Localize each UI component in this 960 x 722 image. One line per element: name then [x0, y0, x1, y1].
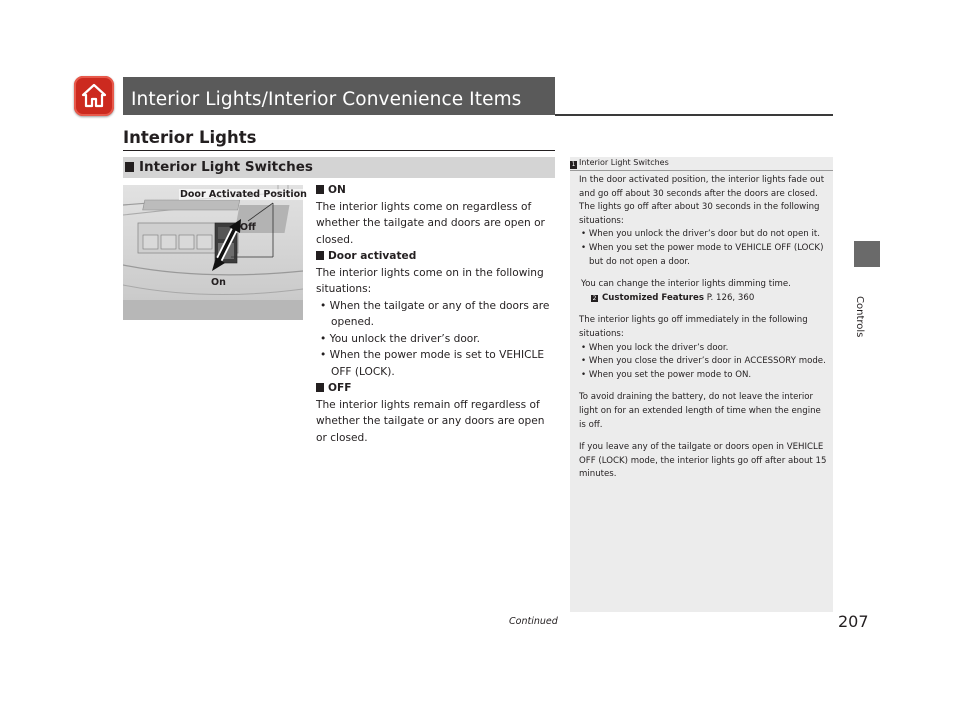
square-bullet-icon: [125, 162, 134, 172]
note-paragraph: If you leave any of the tailgate or doors open in VEHICLE OFF (LOCK) mode, the interior lights go off after about 15 minutes.: [579, 442, 827, 480]
on-label: On: [211, 277, 226, 288]
chapter-title-bar: [123, 77, 555, 115]
door-activated-heading: Door activated: [316, 248, 556, 265]
page-number: 207: [838, 612, 869, 631]
page-title: Interior Lights/Interior Convenience Items: [131, 89, 522, 110]
chapter-tab-label[interactable]: Controls: [854, 296, 865, 338]
reference-arrow-icon: 2: [592, 294, 597, 302]
off-label: Off: [240, 222, 256, 233]
list-item: • When the tailgate or any of the doors are opened.: [320, 299, 550, 328]
section-divider: [123, 150, 555, 151]
door-activated-label: Door Activated Position: [180, 189, 307, 200]
list-item: • When you set the power mode to VEHICLE OFF (LOCK) but do not open a door.: [581, 242, 824, 267]
home-button[interactable]: [74, 76, 114, 116]
list-item: • When you unlock the driver’s door but do not open it.: [581, 229, 820, 240]
list-item: • You unlock the driver’s door.: [320, 332, 481, 345]
note-marker-icon: 1: [571, 161, 576, 168]
section-title: Interior Lights: [123, 128, 257, 147]
note-paragraph: You can change the interior lights dimming time.: [581, 279, 791, 290]
list-item: • When you set the power mode to ON.: [581, 369, 752, 380]
title-divider: [555, 114, 833, 116]
home-icon: [80, 82, 108, 110]
list-item: • When the power mode is set to VEHICLE OFF (LOCK).: [320, 349, 545, 378]
list-item: • When you close the driver’s door in ACCESSORY mode.: [581, 356, 826, 367]
chapter-tab[interactable]: [854, 241, 880, 267]
on-heading: ON: [316, 182, 556, 199]
list-item: • When you lock the driver’s door.: [581, 342, 729, 353]
door-activated-text: The interior lights come on in the following situations:: [316, 266, 544, 295]
customized-features-link[interactable]: 2 Customized Features P. 126, 360: [592, 292, 755, 303]
note-title: 1 Interior Light Switches: [571, 158, 669, 168]
note-paragraph: The interior lights go off immediately in the following situations:: [579, 315, 808, 339]
main-body: [316, 182, 556, 446]
subsection-title: Interior Light Switches: [139, 159, 313, 175]
off-text: The interior lights remain off regardless of whether the tailgate or any doors are open or closed.: [316, 398, 545, 444]
off-heading: OFF: [316, 380, 556, 397]
note-body: [579, 174, 827, 482]
note-divider: [570, 170, 833, 171]
overhead-console-photo: [123, 185, 303, 320]
note-paragraph: To avoid draining the battery, do not leave the interior light on for an extended length of time when the engine is off.: [579, 392, 821, 430]
subsection-bar: [123, 157, 555, 178]
note-paragraph: The lights go off after about 30 seconds in the following situations:: [579, 202, 820, 226]
on-text: The interior lights come on regardless of whether the tailgate and doors are open or closed.: [316, 200, 545, 246]
note-paragraph: In the door activated position, the interior lights fade out and go off about 30 seconds after the doors are closed.: [579, 175, 825, 199]
continued-label: Continued: [509, 616, 558, 627]
